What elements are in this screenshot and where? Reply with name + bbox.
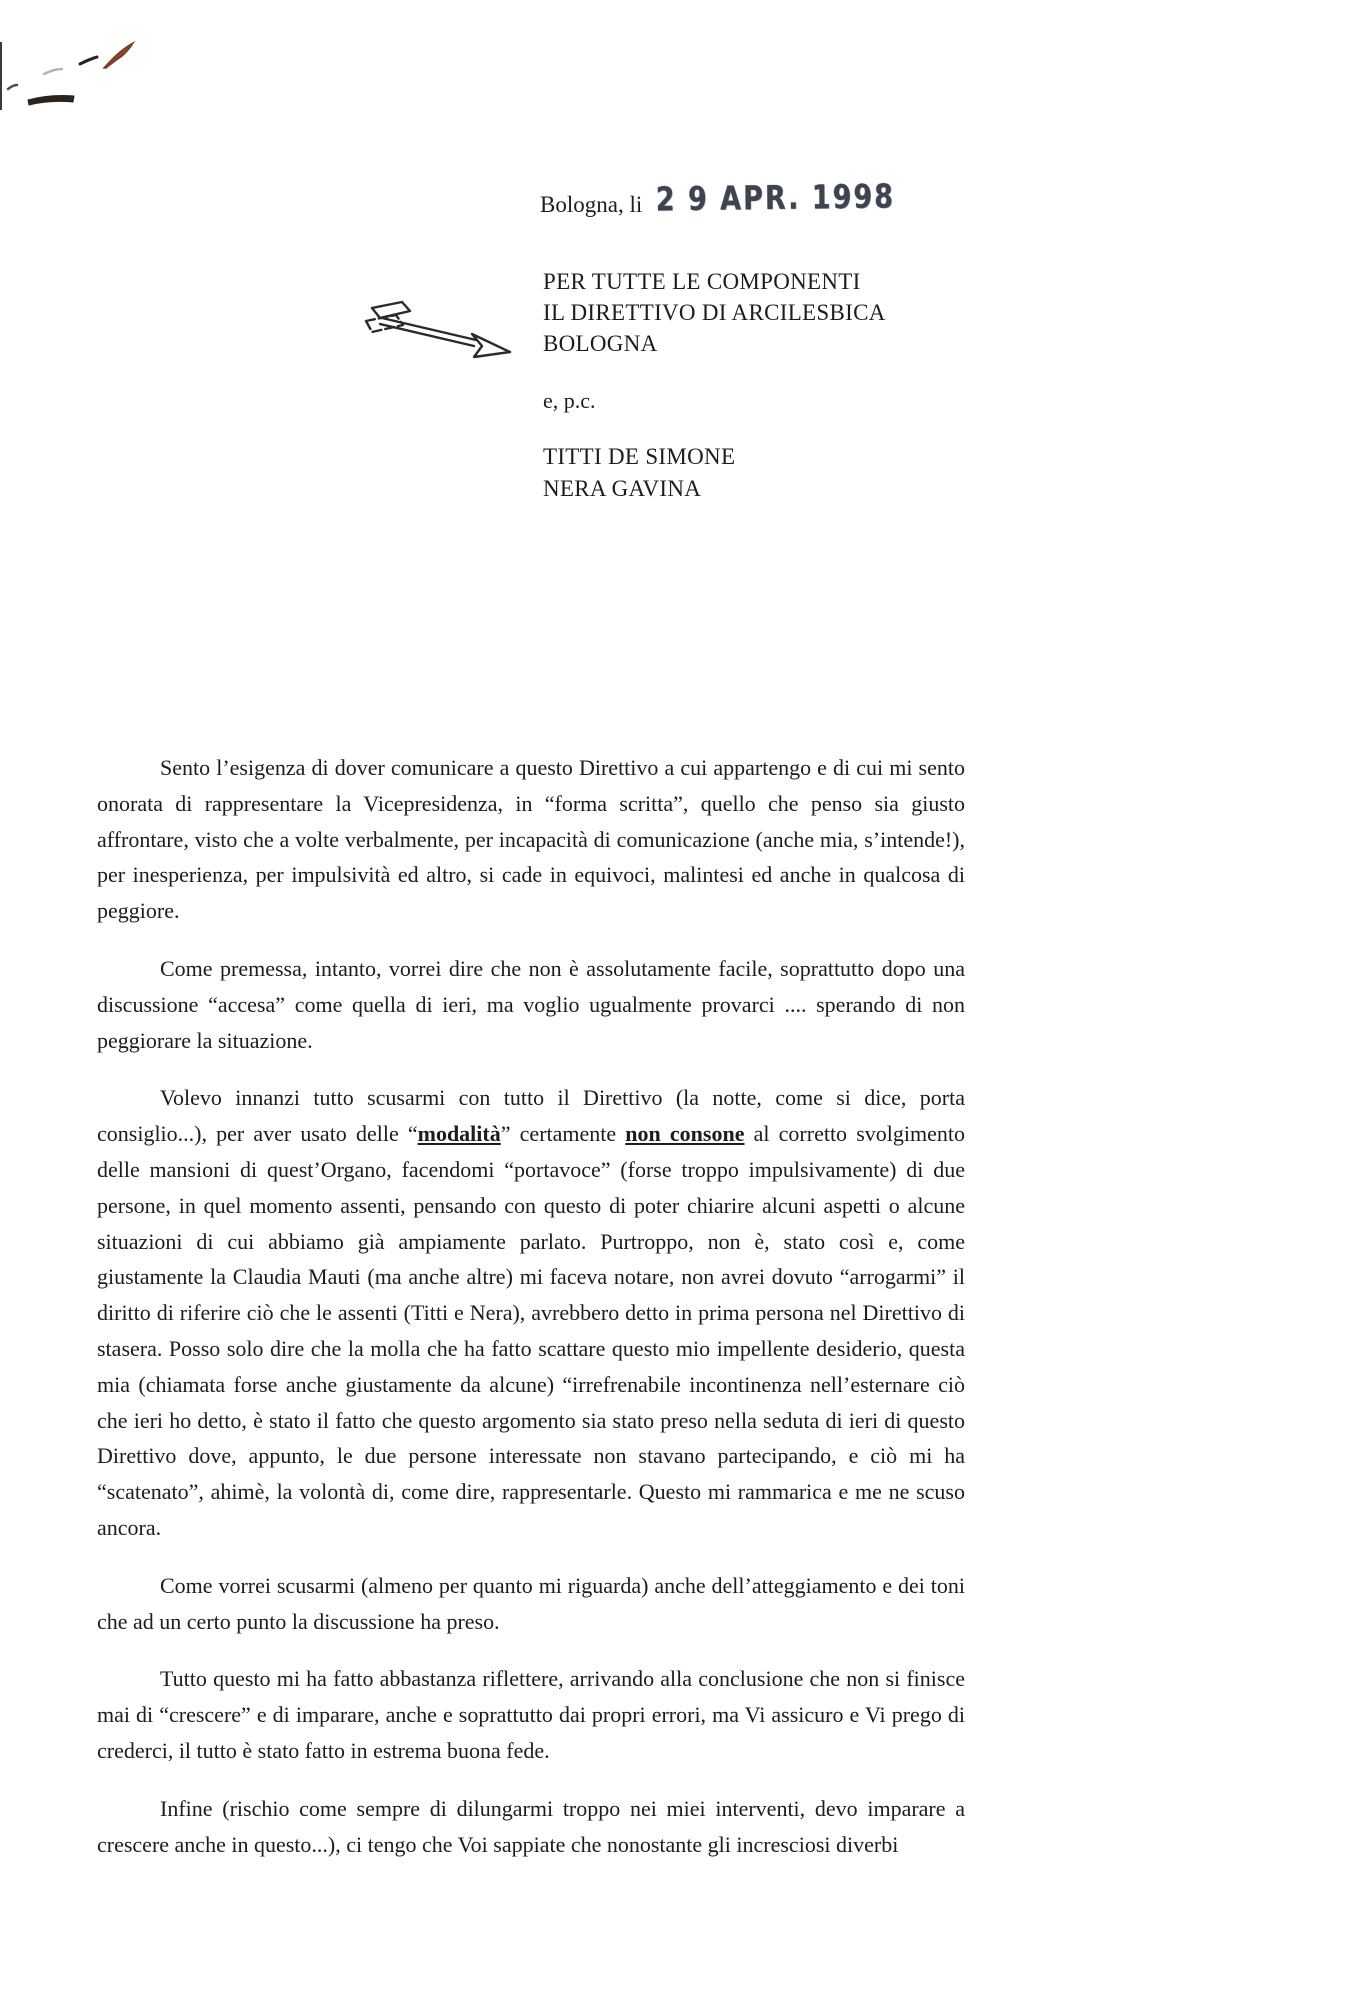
- paragraph: Infine (rischio come sempre di dilungarmi troppo nei miei interventi, devo imparare a crescere anche in questo...), ci tengo che Voi sappiate che nonostante gli incresciosi diverbi: [97, 1795, 965, 1857]
- pen-scribble-marks-icon: [0, 10, 150, 110]
- date-stamp: 2 9 APR. 1998: [655, 178, 896, 219]
- cc-block: [543, 441, 735, 505]
- cc-recipient-line: TITTI DE SIMONE: [543, 444, 736, 469]
- paragraph: Come premessa, intanto, vorrei dire che non è assolutamente facile, soprattutto dopo una discussione “accesa” come quella di ieri, ma voglio ugualmente provarci .... sperando di non peggiorare la situazione.: [97, 955, 965, 1053]
- recipient-line: IL DIRETTIVO DI ARCILESBICA: [543, 300, 886, 325]
- recipient-line: BOLOGNA: [543, 331, 658, 356]
- paragraph: Sento l’esigenza di dover comunicare a questo Direttivo a cui appartengo e di cui mi sento onorata di rappresentare la Vicepresidenza, in “forma scritta”, quello che penso sia giusto affrontare, visto che a volte verbalmente, per incapacità di comunicazione (anche mia, s’intende!), per inesperienza, per impulsività ed altro, si cade in equivoci, malintesi ed anche in qualcosa di peggiore.: [97, 755, 965, 924]
- dateline: [540, 178, 896, 219]
- recipient-line: PER TUTTE LE COMPONENTI: [543, 269, 861, 294]
- paragraph: Tutto questo mi ha fatto abbastanza riflettere, arrivando alla conclusione che non si finisce mai di “crescere” e di imparare, anche e soprattutto dai propri errori, ma Vi assicuro e Vi prego di crederci, il tutto è stato fatto in estrema buona fede.: [97, 1666, 965, 1763]
- city-date-label: Bologna, li: [540, 192, 643, 217]
- recipient-block: [543, 266, 886, 359]
- emphasized-text: modalità: [417, 1121, 501, 1147]
- cc-label: e, p.c.: [543, 388, 596, 413]
- emphasized-text: non consone: [625, 1121, 745, 1147]
- letter-body: [97, 750, 965, 1884]
- cc-recipient-line: NERA GAVINA: [543, 476, 702, 501]
- paragraph: Come vorrei scusarmi (almeno per quanto mi riguarda) anche dell’atteggiamento e dei toni che ad un certo punto la discussione ha preso.: [97, 1572, 965, 1634]
- paragraph: Volevo innanzi tutto scusarmi con tutto il Direttivo (la notte, come si dice, porta consiglio...), per aver usato delle “modalità” certamente non consone al corretto svolgimento delle mansioni di quest’Organo, facendomi “portavoce” (forse troppo impulsivamente) di due persone, in quel momento assenti, pensando con questo di poter chiarire alcuni aspetti o alcune situazioni di cui abbiamo già ampiamente parlato. Purtroppo, non è, stato così e, come giustamente la Claudia Mauti (ma anche altre) mi faceva notare, non avrei dovuto “arrogarmi” il diritto di riferire ciò che le assenti (Titti e Nera), avrebbero detto in prima persona nel Direttivo di stasera. Posso solo dire che la molla che ha fatto scattare questo mio impellente desiderio, questa mia (chiamata forse anche giustamente da alcune) “irrefrenabile incontinenza nell’esternare ciò che ieri ho detto, è stato il fatto che questo argomento sia stato preso nella seduta di ieri di questo Direttivo dove, appunto, le due persone interessate non stavano partecipando, e ciò mi ha “scatenato”, ahimè, la volontà di, come dire, rappresentarle. Questo mi rammarica e me ne scuso ancora.: [97, 1085, 965, 1540]
- hand-drawn-arrow-icon: [358, 294, 526, 366]
